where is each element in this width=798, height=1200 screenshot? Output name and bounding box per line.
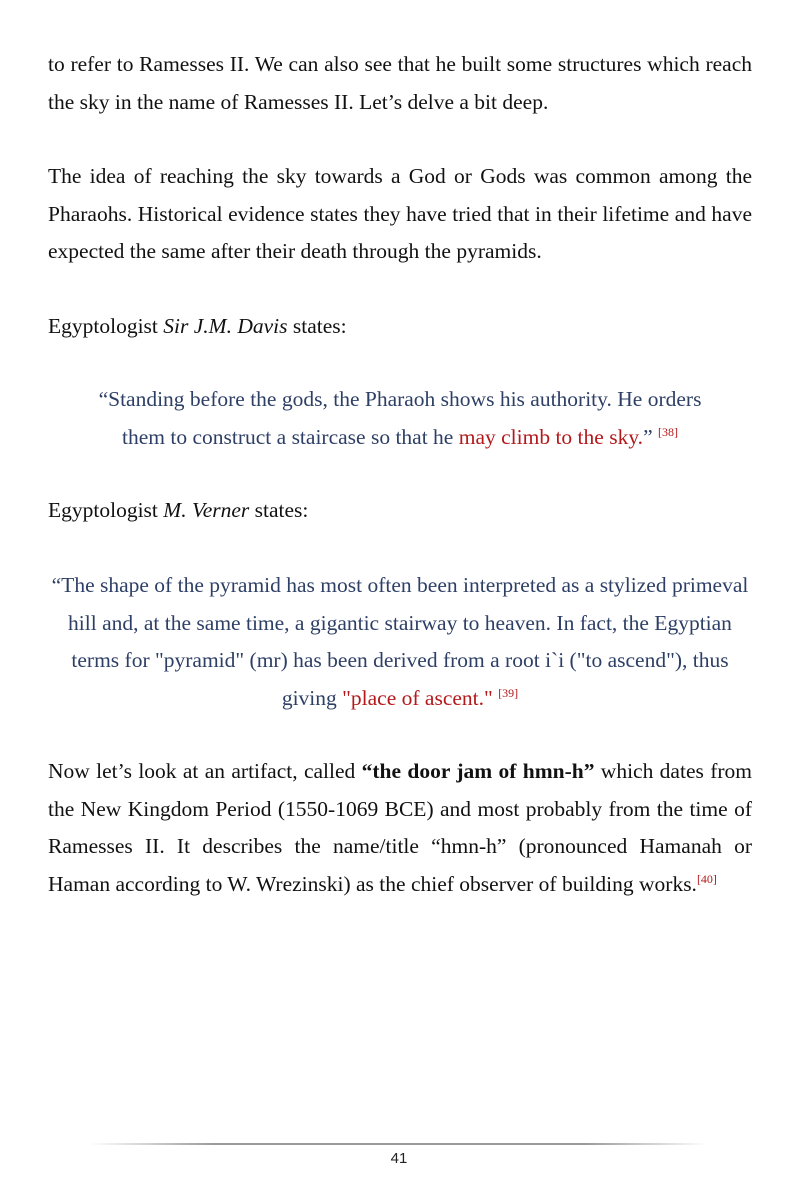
- paragraph-door-jam: Now let’s look at an artifact, called “the door jam of hmn-h” which dates from the New Kingdom Period (1550-1069 BCE) and most probably from the time of Ramesses II. It describes the name/title “hmn-h” (pronounced Hamanah or Haman according to W. Wrezinski) as the chief observer of building works.[40]: [48, 759, 752, 896]
- footnote-ref-40[interactable]: [40]: [696, 871, 717, 886]
- paragraph-ramesses-structures: to refer to Ramesses II. We can also see that he built some structures which reach the sky in the name of Ramesses II. Let’s delve a bit deep.: [48, 52, 752, 114]
- quote-highlight: "place of ascent.": [342, 685, 493, 710]
- author-name-verner: M. Verner: [163, 498, 250, 522]
- quote-davis: “Standing before the gods, the Pharaoh shows his authority. He orders them to construct a staircase so that he may climb to the sky.” [38]: [98, 387, 702, 449]
- footnote-ref-38[interactable]: [38]: [657, 424, 678, 439]
- paragraph-reaching-sky: The idea of reaching the sky towards a God or Gods was common among the Pharaohs. Historical evidence states they have tried that in their lifetime and have expected the same after their death through the pyramids.: [48, 164, 752, 263]
- footer-divider: [90, 1143, 708, 1145]
- author-name-davis: Sir J.M. Davis: [163, 314, 288, 338]
- quote-highlight: may climb to the sky.: [458, 424, 644, 449]
- quote-verner: “The shape of the pyramid has most often been interpreted as a stylized primeval hill and, at the same time, a gigantic stairway to heaven. In fact, the Egyptian terms for "pyramid" (mr) has been derived from a root i`i ("to ascend"), thus giving "place of ascent." [39]: [51, 573, 749, 710]
- intro-verner: Egyptologist M. Verner states:: [48, 498, 309, 522]
- artifact-name: “the door jam of hmn-h”: [361, 759, 595, 783]
- footnote-ref-39[interactable]: [39]: [498, 685, 519, 700]
- intro-davis: Egyptologist Sir J.M. Davis states:: [48, 314, 347, 338]
- page-number: 41: [390, 1150, 408, 1167]
